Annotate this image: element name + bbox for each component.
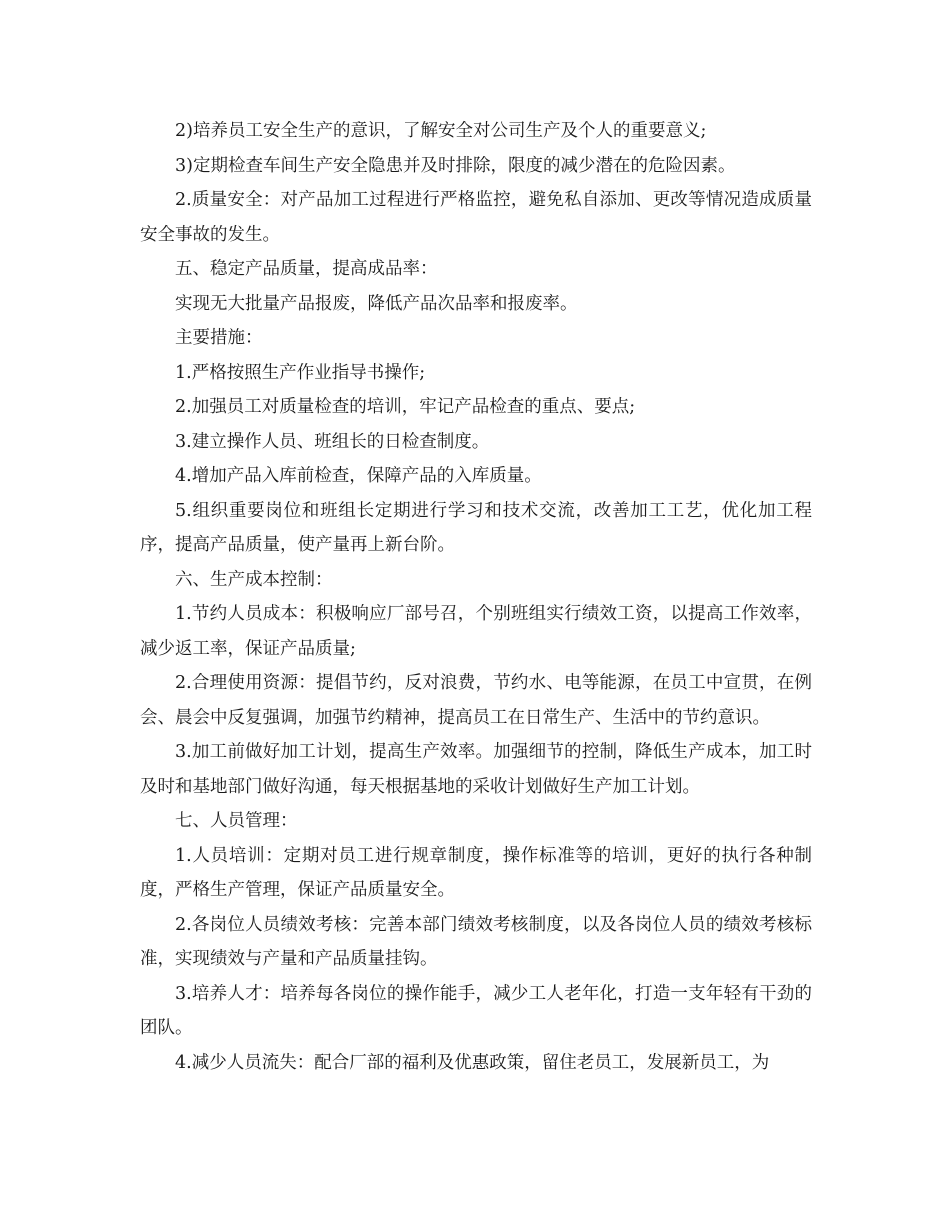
section-heading-personnel: 七、人员管理：	[175, 811, 298, 831]
paragraph-safety-awareness: 2)培养员工安全生产的意识，了解安全对公司生产及个人的重要意义;	[175, 121, 707, 141]
list-item-cost-1: 1.节约人员成本：积极响应厂部号召，个别班组实行绩效工资，以提高工作效率，减少返工率，保证产品质量;	[140, 604, 812, 659]
list-item-measure-4: 4.增加产品入库前检查，保障产品的入库质量。	[175, 466, 542, 486]
section-heading-quality: 五、稳定产品质量，提高成品率：	[175, 259, 438, 279]
list-item-personnel-3: 3.培养人才：培养每各岗位的操作能手，减少工人老年化，打造一支年轻有干劲的团队。	[140, 983, 812, 1038]
subheading-main-measures: 主要措施：	[175, 328, 263, 348]
list-item-cost-3: 3.加工前做好加工计划，提高生产效率。加强细节的控制，降低生产成本，加工时及时和基地部门做好沟通，每天根据基地的采收计划做好生产加工计划。	[140, 742, 812, 797]
list-item-personnel-4: 4.减少人员流失：配合厂部的福利及优惠政策，留住老员工，发展新员工，为	[175, 1052, 770, 1073]
section-heading-cost: 六、生产成本控制：	[175, 569, 333, 590]
list-item-measure-5: 5.组织重要岗位和班组长定期进行学习和技术交流，改善加工工艺，优化加工程序，提高产品质量，使产量再上新台阶。	[140, 500, 812, 555]
paragraph-quality-safety: 2.质量安全：对产品加工过程进行严格监控，避免私自添加、更改等情况造成质量安全事故的发生。	[140, 190, 812, 245]
document-body	[140, 114, 812, 1080]
paragraph-quality-goal: 实现无大批量产品报废，降低产品次品率和报废率。	[175, 293, 578, 314]
list-item-personnel-1: 1.人员培训：定期对员工进行规章制度，操作标准等的培训，更好的执行各种制度，严格生产管理，保证产品质量安全。	[140, 845, 812, 900]
list-item-cost-2: 2.合理使用资源：提倡节约，反对浪费，节约水、电等能源，在员工中宣贯，在例会、晨会中反复强调，加强节约精神，提高员工在日常生产、生活中的节约意识。	[140, 673, 812, 728]
list-item-personnel-2: 2.各岗位人员绩效考核：完善本部门绩效考核制度，以及各岗位人员的绩效考核标准，实现绩效与产量和产品质量挂钩。	[140, 914, 812, 969]
list-item-measure-2: 2.加强员工对质量检查的培训，牢记产品检查的重点、要点;	[175, 397, 636, 417]
list-item-measure-3: 3.建立操作人员、班组长的日检查制度。	[175, 431, 490, 452]
paragraph-hazard-inspection: 3)定期检查车间生产安全隐患并及时排除，限度的减少潜在的危险因素。	[175, 155, 736, 176]
list-item-measure-1: 1.严格按照生产作业指导书操作;	[175, 362, 426, 383]
